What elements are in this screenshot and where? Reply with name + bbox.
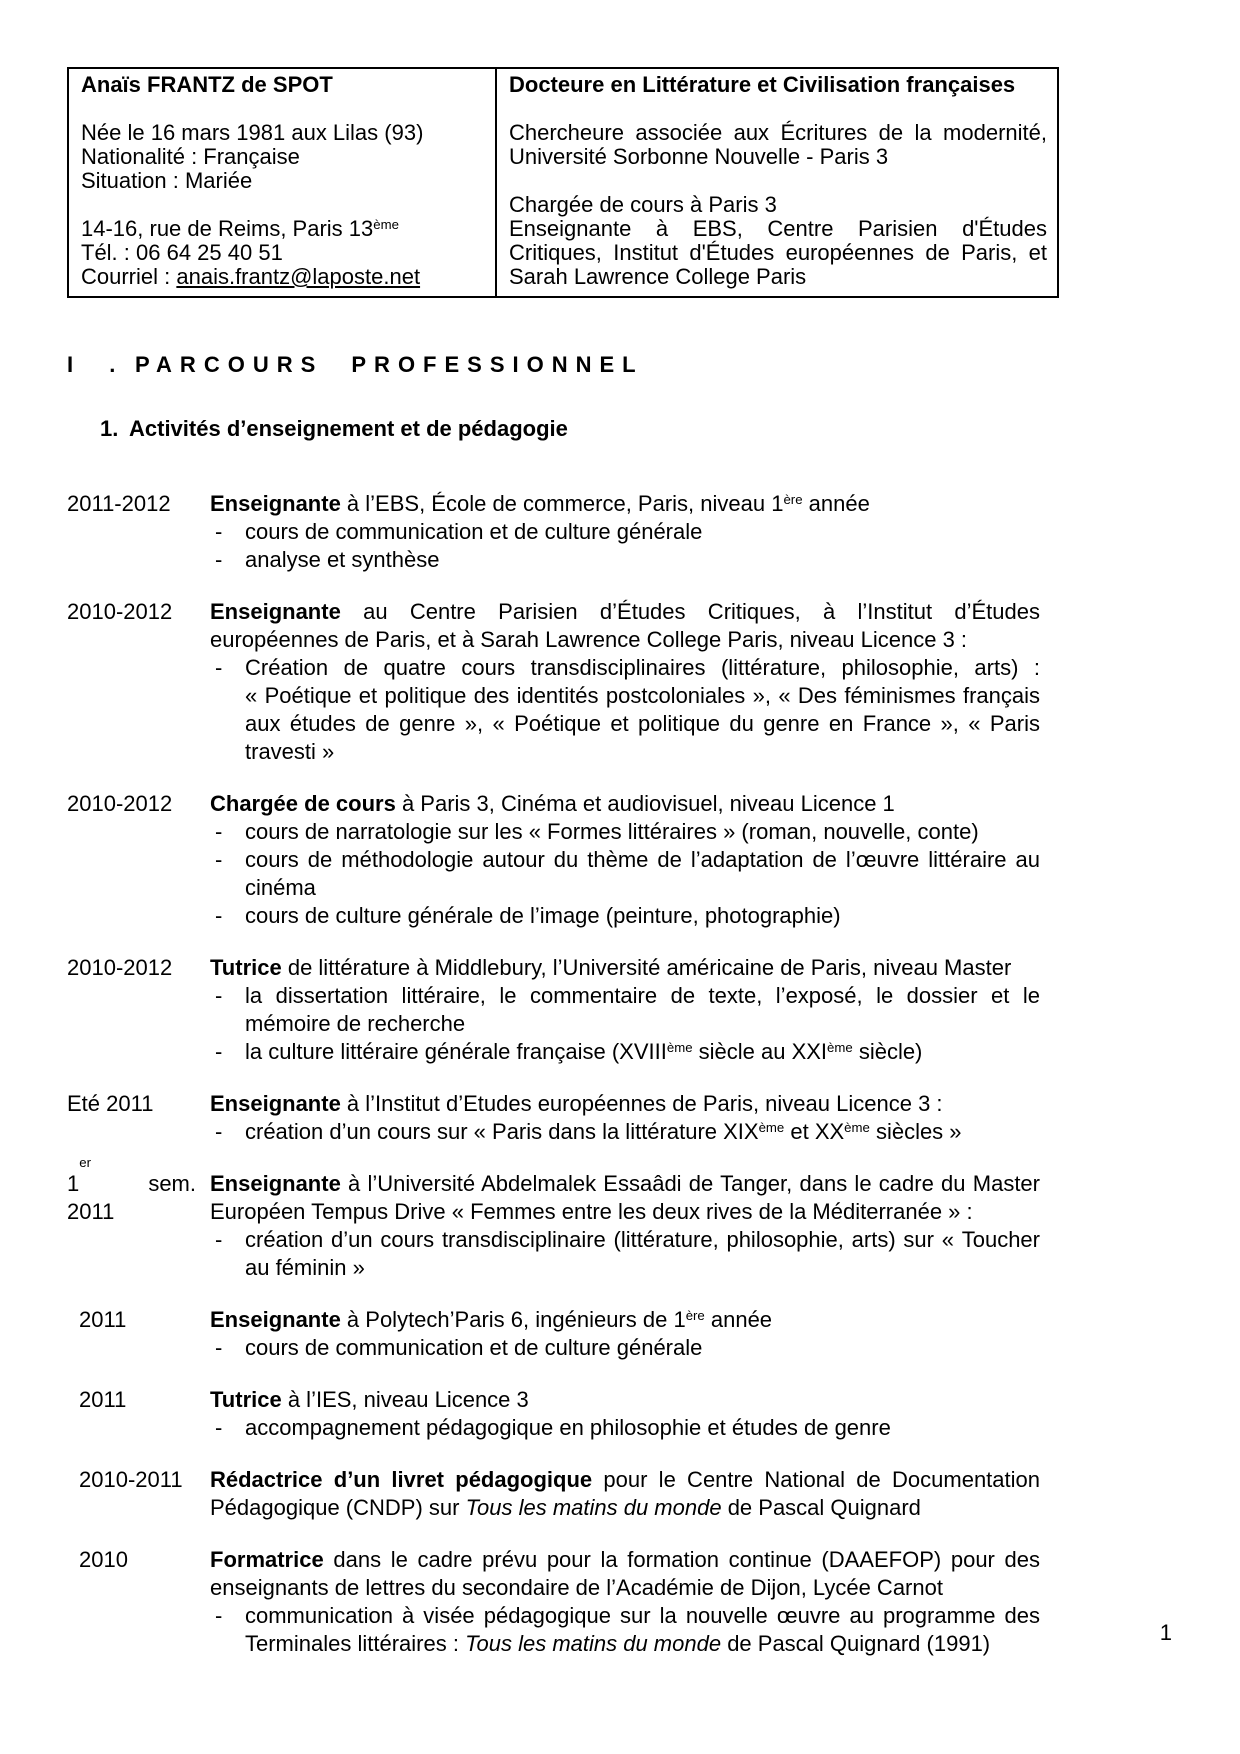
bullet-dash: - — [215, 903, 223, 928]
experience-entry — [67, 598, 1040, 766]
bullet-item — [210, 1226, 1040, 1282]
experience-entry — [67, 954, 1040, 1066]
entry-description: Enseignante à l’EBS, École de commerce, Paris, niveau 1ère année — [210, 491, 870, 516]
bullet-text: cours de narratologie sur les « Formes littéraires » (roman, nouvelle, conte) — [245, 819, 979, 844]
birth-line: Née le 16 mars 1981 aux Lilas (93) — [81, 120, 424, 145]
entry-desc — [210, 1090, 1040, 1146]
bullet-item — [210, 1118, 1040, 1146]
bullet-dash: - — [215, 547, 223, 572]
entry-date — [67, 598, 210, 766]
entry-date — [67, 1466, 210, 1522]
experience-entry — [67, 1154, 1040, 1282]
email-link[interactable]: anais.frantz@laposte.net — [176, 264, 421, 289]
bullet-item — [210, 546, 1040, 574]
nationality-line: Nationalité : Française — [81, 144, 300, 169]
bullet-text: la culture littéraire générale française (XVIIIème siècle au XXIème siècle) — [245, 1039, 923, 1064]
role-line-1: Chargée de cours à Paris 3 — [509, 192, 777, 217]
identity-left-cell — [69, 69, 497, 296]
bullet-dash: - — [215, 655, 223, 680]
bullet-text: Création de quatre cours transdisciplinaires (littérature, philosophie, arts) : « Poétique et politique des identités postcoloniales », « Des féminismes français aux études de genre », « Poétique et politique du genre en France », « Paris travesti » — [245, 655, 1040, 764]
bullet-item — [210, 846, 1040, 902]
bullet-text: la dissertation littéraire, le commentaire de texte, l’exposé, le dossier et le mémoire de recherche — [245, 983, 1040, 1036]
bullet-text: cours de communication et de culture générale — [245, 519, 703, 544]
bullet-text: communication à visée pédagogique sur la nouvelle œuvre au programme des Terminales littéraires : Tous les matins du monde de Pascal Quignard (1991) — [245, 1603, 1040, 1656]
bullet-text: cours de communication et de culture générale — [245, 1335, 703, 1360]
entry-desc — [210, 790, 1040, 930]
spacer — [509, 97, 1047, 121]
bullet-item — [210, 1414, 1040, 1442]
bullet-item — [210, 1334, 1040, 1362]
bullet-item — [210, 518, 1040, 546]
bullet-item — [210, 1038, 1040, 1066]
bullet-dash: - — [215, 1119, 223, 1144]
bullet-item — [210, 902, 1040, 930]
bullet-dash: - — [215, 819, 223, 844]
experience-entry — [67, 790, 1040, 930]
entry-date-line: 2011 — [67, 1199, 115, 1224]
bullet-item — [210, 1602, 1040, 1658]
entry-desc — [210, 1170, 1040, 1282]
bullet-dash: - — [215, 983, 223, 1008]
affiliation-line: Chercheure associée aux Écritures de la modernité, Université Sorbonne Nouvelle - Paris 3 — [509, 120, 1047, 169]
entry-date — [67, 1386, 210, 1442]
entry-date — [67, 1546, 210, 1658]
experience-list — [67, 490, 1040, 1658]
entry-date — [67, 1154, 210, 1282]
entry-description: Enseignante à l’Université Abdelmalek Essaâdi de Tanger, dans le cadre du Master Européen Tempus Drive « Femmes entre les deux rives de la Méditerranée » : — [210, 1171, 1040, 1224]
experience-entry — [67, 1386, 1040, 1442]
entry-description: Tutrice à l’IES, niveau Licence 3 — [210, 1387, 529, 1412]
bullet-item — [210, 654, 1040, 766]
bullet-dash: - — [215, 847, 223, 872]
entry-date-line: 2011-2012 — [67, 491, 171, 516]
bullet-dash: - — [215, 1335, 223, 1360]
entry-date — [67, 1306, 210, 1362]
subsection-number: 1. — [100, 416, 119, 441]
entry-desc — [210, 954, 1040, 1066]
bullet-dash: - — [215, 1039, 223, 1064]
spacer — [509, 169, 1047, 193]
entry-desc — [210, 1386, 1040, 1442]
entry-date-line: 2010-2012 — [67, 791, 173, 816]
entry-description: Enseignante à l’Institut d’Etudes européennes de Paris, niveau Licence 3 : — [210, 1091, 943, 1116]
experience-entry — [67, 1546, 1040, 1658]
section-heading — [67, 352, 1240, 378]
entry-date — [67, 1090, 210, 1146]
entry-desc — [210, 1466, 1040, 1522]
bullet-text: cours de méthodologie autour du thème de l’adaptation de l’œuvre littéraire au cinéma — [245, 847, 1040, 900]
experience-entry — [67, 1466, 1040, 1522]
page-number: 1 — [1159, 1620, 1172, 1645]
entry-date-line: 2010 — [79, 1547, 128, 1572]
entry-date — [67, 954, 210, 1066]
entry-date — [67, 790, 210, 930]
entry-date-line: Eté 2011 — [67, 1091, 154, 1116]
phone-line: Tél. : 06 64 25 40 51 — [81, 240, 283, 265]
spacer — [81, 193, 485, 217]
bullet-text: création d’un cours transdisciplinaire (littérature, philosophie, arts) sur « Toucher au féminin » — [245, 1227, 1040, 1280]
bullet-dash: - — [215, 1227, 223, 1252]
identity-table — [67, 67, 1059, 298]
experience-entry — [67, 490, 1040, 574]
email-label: Courriel : — [81, 264, 177, 289]
entry-date-line: 2011 — [79, 1307, 127, 1332]
entry-date-line: 2010-2011 — [79, 1467, 183, 1492]
entry-description: Rédactrice d’un livret pédagogique pour le Centre National de Documentation Pédagogique (CNDP) sur Tous les matins du monde de Pascal Quignard — [210, 1467, 1040, 1520]
bullet-item — [210, 982, 1040, 1038]
entry-desc — [210, 1546, 1040, 1658]
entry-description: Tutrice de littérature à Middlebury, l’Université américaine de Paris, niveau Master — [210, 955, 1012, 980]
entry-date-line: 2011 — [79, 1387, 127, 1412]
experience-entry — [67, 1090, 1040, 1146]
bullet-dash: - — [215, 1603, 223, 1628]
section-numeral: I . — [67, 352, 124, 377]
entry-desc — [210, 598, 1040, 766]
entry-description: Enseignante au Centre Parisien d’Études Critiques, à l’Institut d’Études européennes de Paris, et à Sarah Lawrence College Paris, niveau Licence 3 : — [210, 599, 1040, 652]
identity-right-cell — [497, 69, 1057, 296]
entry-description: Chargée de cours à Paris 3, Cinéma et audiovisuel, niveau Licence 1 — [210, 791, 895, 816]
entry-description: Formatrice dans le cadre prévu pour la formation continue (DAAEFOP) pour des enseignants de lettres du secondaire de l’Académie de Dijon, Lycée Carnot — [210, 1547, 1040, 1600]
section-title: PARCOURS PROFESSIONNEL — [135, 352, 644, 377]
entry-date-line: 1 $^{er}$ sem. — [67, 1154, 196, 1196]
bullet-text: création d’un cours sur « Paris dans la littérature XIXème et XXème siècles » — [245, 1119, 962, 1144]
person-name: Anaïs FRANTZ de SPOT — [81, 72, 333, 97]
role-line-2: Enseignante à EBS, Centre Parisien d'Études Critiques, Institut d'Études européennes de Paris, et Sarah Lawrence College Paris — [509, 216, 1047, 289]
entry-description: Enseignante à Polytech’Paris 6, ingénieurs de 1ère année — [210, 1307, 773, 1332]
bullet-dash: - — [215, 1415, 223, 1440]
subsection-heading — [100, 416, 1240, 442]
bullet-item — [210, 818, 1040, 846]
doctor-title: Docteure en Littérature et Civilisation françaises — [509, 72, 1016, 97]
spacer — [81, 97, 485, 121]
address-line: 14-16, rue de Reims, Paris 13ème — [81, 216, 399, 241]
bullet-dash: - — [215, 519, 223, 544]
marital-status-line: Situation : Mariée — [81, 168, 253, 193]
entry-date — [67, 490, 210, 574]
entry-date-line: 2010-2012 — [67, 599, 173, 624]
entry-date-line: 2010-2012 — [67, 955, 173, 980]
email-line — [81, 265, 485, 289]
bullet-text: cours de culture générale de l’image (peinture, photographie) — [245, 903, 841, 928]
entry-desc — [210, 490, 1040, 574]
subsection-title: Activités d’enseignement et de pédagogie — [129, 416, 568, 441]
bullet-text: analyse et synthèse — [245, 547, 440, 572]
entry-desc — [210, 1306, 1040, 1362]
experience-entry — [67, 1306, 1040, 1362]
bullet-text: accompagnement pédagogique en philosophie et études de genre — [245, 1415, 891, 1440]
